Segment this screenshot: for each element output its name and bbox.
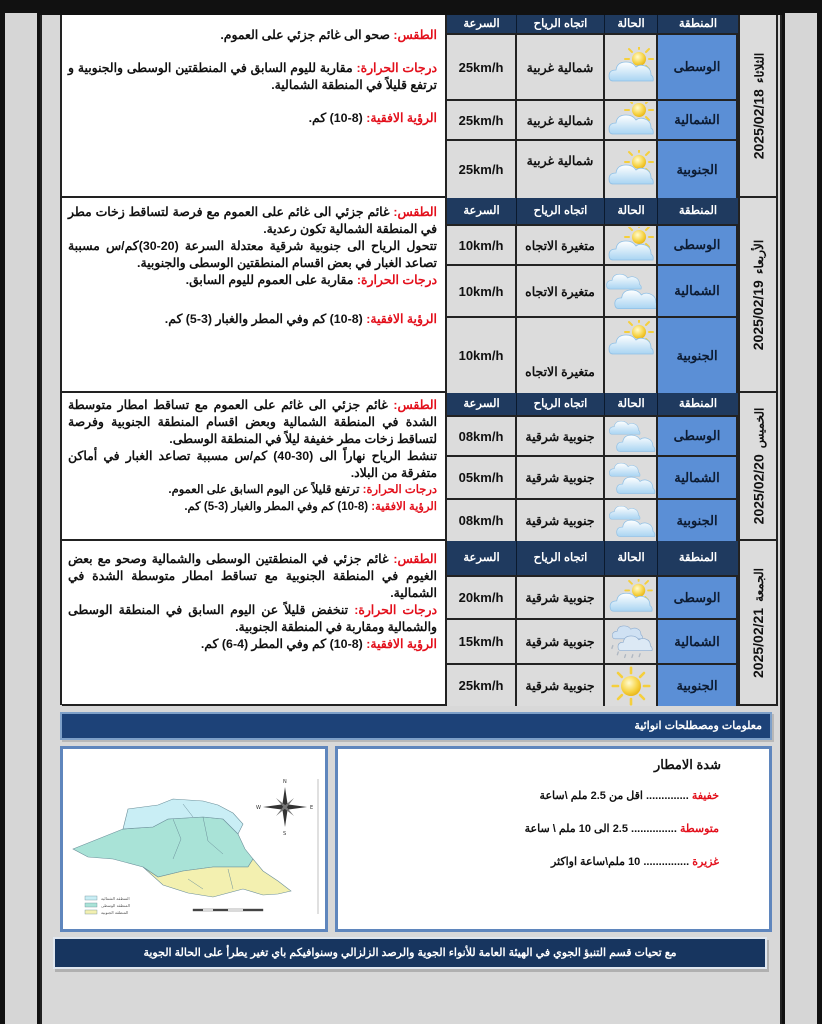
header-direction: اتجاه الرياح (517, 198, 605, 224)
iraq-regions-map (60, 746, 328, 932)
rain-cloud-icon (605, 620, 658, 663)
wind-direction: شمالية غربية (517, 35, 605, 99)
temperature-text: ترتفع قليلاً عن اليوم السابق على العموم. (168, 484, 360, 496)
rain-intensity-box (335, 746, 772, 932)
header-speed: السرعة (447, 393, 517, 415)
wind-direction: شمالية غربية (517, 141, 605, 198)
wind-direction: جنوبية شرقية (517, 457, 605, 498)
region-name: الوسطى (658, 577, 738, 618)
header-state: الحالة (605, 198, 658, 224)
day-description (62, 15, 447, 196)
level-dots: ............... (643, 856, 693, 868)
header-region: المنطقة (678, 552, 718, 564)
cloudy-icon (605, 266, 658, 316)
wind-direction: جنوبية شرقية (517, 417, 605, 455)
left-margin-strip (5, 13, 37, 1024)
weather-text: صحو الى غائم جزئي على العموم. (220, 28, 390, 42)
temperature-label: درجات الحرارة: (356, 273, 437, 287)
table-row (447, 498, 738, 541)
wind-speed: 08km/h (447, 500, 517, 541)
weather-text: غائم جزئي الى غائم على العموم مع فرصة لتساقط زخات مطر في المنطقة الشمالية تكون رعدية. (68, 205, 437, 236)
day-block-friday (62, 541, 778, 706)
header-state: الحالة (605, 541, 658, 575)
region-name: الجنوبية (658, 141, 738, 198)
wind-note: تنشط الرياح نهاراً الى (30-40) كم/س مسببة تصاعد الغبار في أماكن متفرقة من البلاد. (68, 449, 437, 480)
day-block-tuesday (62, 15, 778, 198)
wind-speed: 25km/h (447, 665, 517, 706)
wind-speed: 08km/h (447, 417, 517, 455)
region-name: الشمالية (658, 620, 738, 663)
table-row (447, 224, 738, 264)
header-speed: السرعة (447, 198, 517, 224)
temperature-text: مقاربة لليوم السابق في المنطقتين الوسطى والجنوبية و ترتفع قليلاً في المنطقة الشمالية. (68, 61, 437, 92)
cloudy-icon (605, 500, 658, 541)
forecast-date: 2025/02/18 (750, 88, 766, 159)
wind-direction: جنوبية شرقية (517, 665, 605, 706)
temperature-label: درجات الحرارة: (356, 61, 438, 75)
partly-cloudy-icon (605, 226, 658, 264)
partly-cloudy-icon (605, 141, 658, 198)
visibility-text: (8-10) كم. (308, 111, 363, 125)
level-name: متوسطة (679, 823, 719, 835)
header-direction: اتجاه الرياح (517, 541, 605, 575)
day-description (62, 393, 447, 539)
weather-text: غائم جزئي الى غائم على العموم مع تساقط امطار متوسطة الشدة في المنطقة الشمالية وبعض اقسام المنطقة الجنوبية وفرصة لتساقط زخات مطر خفيفة ليلاً في المنطقة الوسطى. (68, 398, 437, 446)
level-value: 10 ملم\ساعة اواكثر (550, 856, 644, 868)
cloudy-icon (605, 457, 658, 498)
svg-text:S: S (283, 831, 287, 837)
region-name: الوسطى (658, 417, 738, 455)
table-row (447, 575, 738, 618)
date-column (738, 15, 778, 196)
header-region: المنطقة (678, 205, 718, 217)
wind-speed: 10km/h (447, 318, 517, 393)
level-name: خفيفة (691, 790, 719, 802)
footer-banner: مع تحيات قسم التنبؤ الجوي في الهيئة العامة للأنواء الجوية والرصد الزلزالي وسنوافيكم باي تغير يطرأ على الحالة الجوية (53, 937, 767, 969)
region-name: الجنوبية (658, 665, 738, 706)
weather-label: الطقس: (393, 398, 437, 412)
weather-label: الطقس: (393, 205, 437, 219)
header-state: الحالة (605, 393, 658, 415)
table-row (447, 455, 738, 498)
svg-text:N: N (283, 779, 287, 785)
forecast-table (447, 15, 738, 196)
visibility-text: (8-10) كم وفي المطر والغبار (3-5) كم. (184, 501, 369, 513)
forecast-table (447, 393, 738, 539)
wind-speed: 25km/h (447, 35, 517, 99)
wind-direction: متغيرة الاتجاه (517, 318, 605, 393)
level-dots: ............... (631, 823, 680, 835)
partly-cloudy-icon (605, 101, 658, 139)
table-row (447, 139, 738, 198)
wind-speed: 05km/h (447, 457, 517, 498)
wind-speed: 25km/h (447, 101, 517, 139)
svg-text:E: E (310, 805, 314, 811)
header-direction: اتجاه الرياح (517, 393, 605, 415)
visibility-label: الرؤية الافقية: (366, 637, 437, 651)
header-state: الحالة (605, 15, 658, 33)
table-row (447, 99, 738, 139)
level-dots: .............. (646, 790, 692, 802)
rain-intensity-title: شدة الامطار (653, 757, 721, 772)
wind-direction: جنوبية شرقية (517, 620, 605, 663)
wind-speed: 20km/h (447, 577, 517, 618)
svg-text:المنطقة الوسطى: المنطقة الوسطى (101, 903, 130, 908)
svg-text:W: W (256, 805, 261, 811)
level-name: غزيرة (692, 856, 719, 868)
table-row (447, 264, 738, 316)
region-name: الوسطى (658, 35, 738, 99)
cloudy-icon (605, 417, 658, 455)
wind-note: تتحول الرياح الى جنوبية شرقية معتدلة السرعة (20-30)كم/س مسببة تصاعد الغبار في بعض اقسام المنطقتين الوسطى والجنوبية. (68, 239, 437, 270)
header-speed: السرعة (447, 541, 517, 575)
wind-direction: شمالية غربية (517, 101, 605, 139)
wind-direction: متغيرة الاتجاه (517, 266, 605, 316)
partly-cloudy-icon (605, 35, 658, 99)
weather-text: غائم جزئي في المنطقتين الوسطى والشمالية وصحو مع بعض الغيوم في المنطقة الجنوبية مع تساقط امطار متوسطة الشدة في الشمالية. (68, 552, 437, 600)
date-column (738, 393, 778, 539)
region-name: الجنوبية (658, 500, 738, 541)
weather-label: الطقس: (393, 28, 437, 42)
temperature-label: درجات الحرارة: (362, 484, 437, 496)
partly-cloudy-icon (605, 318, 658, 393)
day-block-wednesday (62, 198, 778, 393)
partly-cloudy-icon (605, 577, 658, 618)
wind-direction: جنوبية شرقية (517, 500, 605, 541)
visibility-text: (8-10) كم وفي المطر (4-6) كم. (200, 637, 363, 651)
visibility-text: (8-10) كم وفي المطر والغبار (3-5) كم. (164, 312, 363, 326)
forecast-table (447, 541, 738, 704)
map-graphic (63, 749, 325, 929)
day-name: الخميس (752, 407, 767, 449)
rain-level-light (338, 789, 721, 802)
wind-speed: 10km/h (447, 226, 517, 264)
temperature-label: درجات الحرارة: (354, 603, 437, 617)
forecast-date: 2025/02/20 (750, 454, 767, 525)
sunny-icon (605, 665, 658, 706)
level-value: 2.5 الى 10 ملم \ ساعة (524, 823, 632, 835)
forecast-date: 2025/02/21 (750, 607, 767, 678)
day-description (62, 198, 447, 391)
svg-text:المنطقة الجنوبية: المنطقة الجنوبية (101, 910, 129, 915)
day-name: الثلاثاء (752, 52, 766, 83)
wind-speed: 15km/h (447, 620, 517, 663)
right-margin-strip (785, 13, 817, 1024)
compass-rose-icon (263, 787, 307, 827)
visibility-label: الرؤية الافقية: (366, 111, 437, 125)
level-value: اقل من 2.5 ملم \ساعة (539, 790, 646, 802)
temperature-text: مقاربة على العموم لليوم السابق. (185, 273, 354, 287)
wind-direction: جنوبية شرقية (517, 577, 605, 618)
day-name: الجمعة (752, 567, 767, 602)
region-name: الشمالية (658, 457, 738, 498)
header-region: المنطقة (678, 18, 718, 30)
weather-label: الطقس: (393, 552, 437, 566)
region-name: الوسطى (658, 226, 738, 264)
table-header (447, 198, 738, 224)
rain-level-heavy (338, 855, 721, 868)
wind-speed: 25km/h (447, 141, 517, 198)
info-section-header: معلومات ومصطلحات انوائية (60, 712, 772, 740)
forecast-date: 2025/02/19 (750, 279, 767, 350)
table-header (447, 541, 738, 575)
svg-text:المنطقة الشمالية: المنطقة الشمالية (101, 896, 130, 901)
visibility-label: الرؤية الافقية: (366, 312, 437, 326)
header-direction: اتجاه الرياح (517, 15, 605, 33)
table-row (447, 316, 738, 393)
table-header (447, 393, 738, 415)
table-header (447, 15, 738, 33)
header-region: المنطقة (678, 398, 718, 410)
temperature-text: تنخفض قليلاً عن اليوم السابق في المنطقة الوسطى والشمالية ومقاربة في المنطقة الجنوبية. (68, 603, 437, 634)
rain-level-moderate (338, 822, 721, 835)
date-column (738, 198, 778, 391)
region-name: الشمالية (658, 101, 738, 139)
region-name: الشمالية (658, 266, 738, 316)
wind-speed: 10km/h (447, 266, 517, 316)
table-row (447, 663, 738, 706)
visibility-label: الرؤية الافقية: (371, 501, 437, 513)
header-speed: السرعة (447, 15, 517, 33)
region-name: الجنوبية (658, 318, 738, 393)
forecast-table (447, 198, 738, 391)
day-name: الأربعاء (752, 239, 767, 274)
day-block-thursday (62, 393, 778, 541)
table-row (447, 618, 738, 663)
date-column (738, 541, 778, 704)
wind-direction: متغيرة الاتجاه (517, 226, 605, 264)
day-description (62, 541, 447, 704)
table-row (447, 415, 738, 455)
table-row (447, 33, 738, 99)
